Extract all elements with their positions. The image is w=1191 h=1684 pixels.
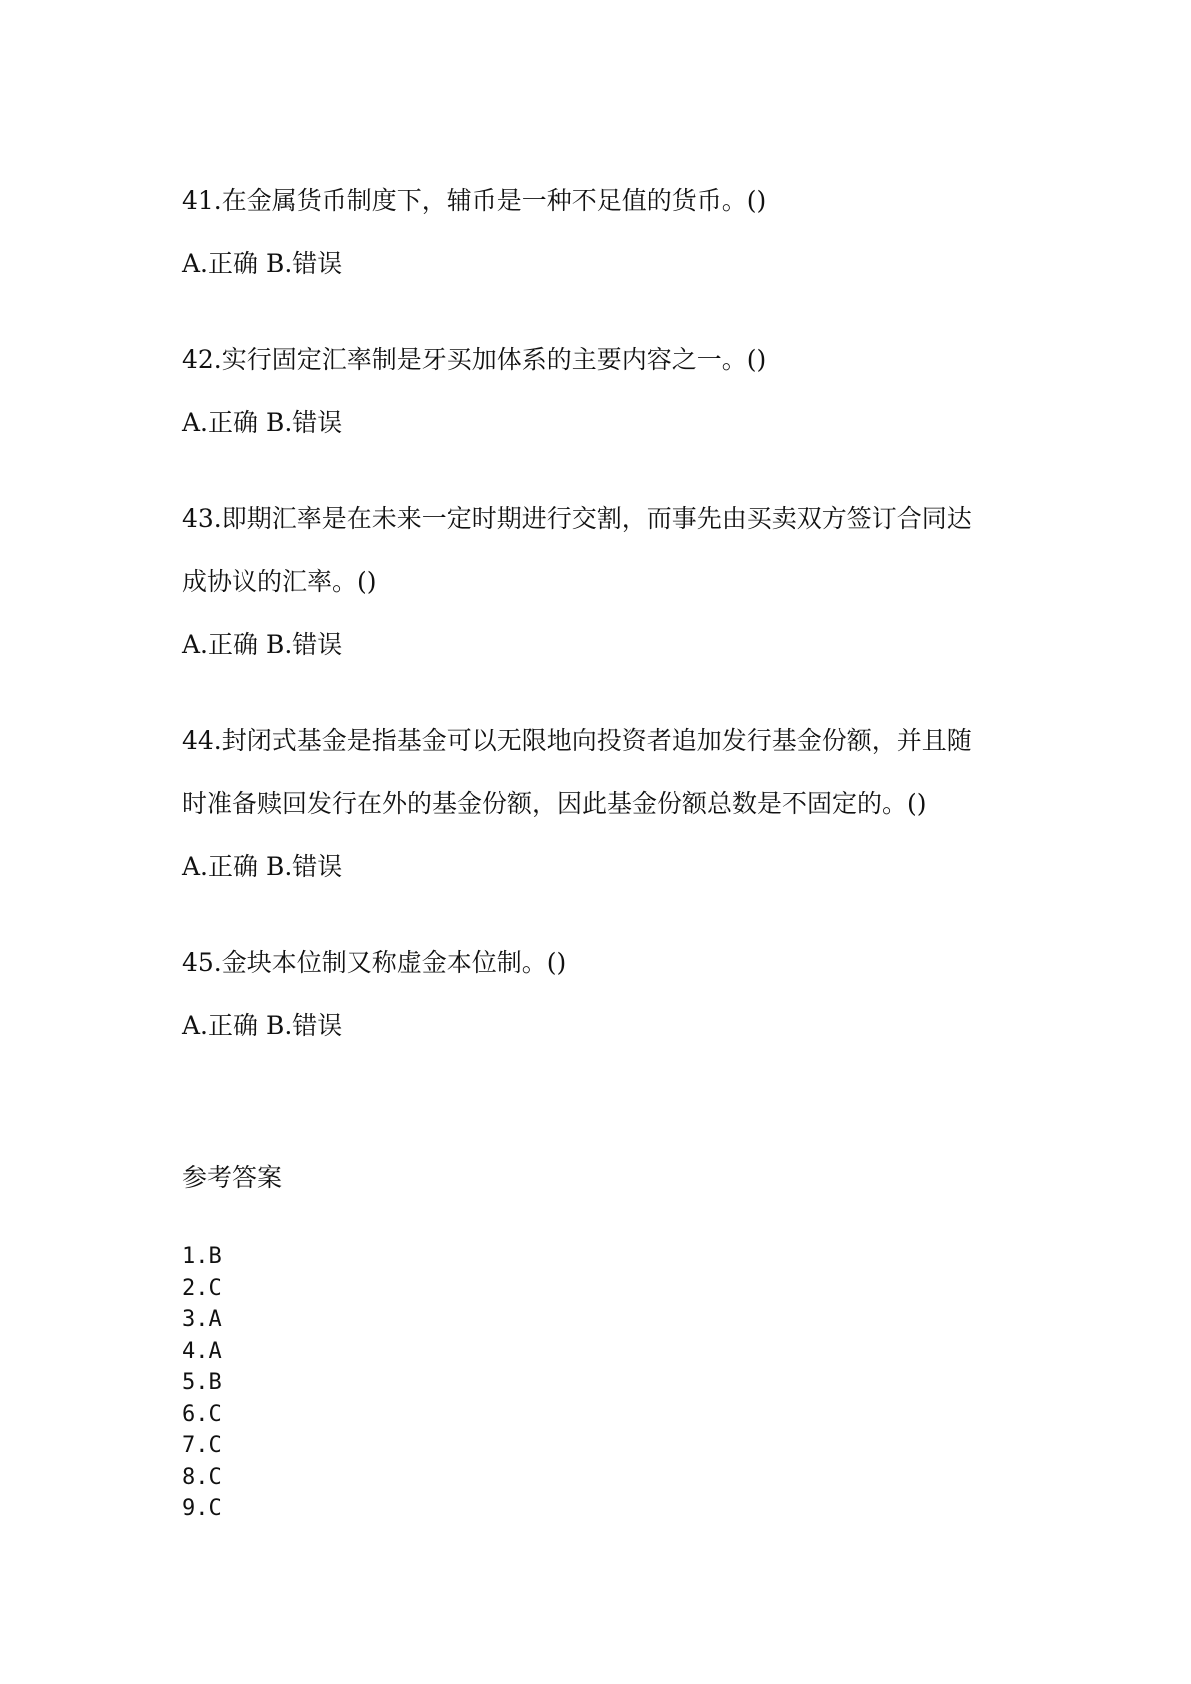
answer-item: 7.C (182, 1433, 222, 1458)
question-43-text-line-1: 43.即期汇率是在未来一定时期进行交割，而事先由买卖双方签订合同达 (182, 504, 972, 533)
answer-item: 8.C (182, 1464, 222, 1490)
question-45-options: A.正确 B.错误 (182, 1011, 343, 1040)
answer-item: 3.A (182, 1307, 222, 1332)
answers-heading: 参考答案 (182, 1163, 283, 1192)
question-42-text: 42.实行固定汇率制是牙买加体系的主要内容之一。() (182, 345, 767, 374)
question-41-options: A.正确 B.错误 (182, 249, 343, 278)
question-44-text-line-1: 44.封闭式基金是指基金可以无限地向投资者追加发行基金份额，并且随 (182, 726, 972, 755)
answer-item: 4.A (182, 1338, 222, 1364)
answer-item: 6.C (182, 1401, 222, 1427)
answer-item: 5.B (182, 1370, 222, 1395)
question-41-text: 41.在金属货币制度下，辅币是一种不足值的货币。() (182, 186, 767, 215)
question-44-text-line-2: 时准备赎回发行在外的基金份额，因此基金份额总数是不固定的。() (182, 789, 927, 818)
question-43-options: A.正确 B.错误 (182, 630, 343, 659)
answer-item: 2.C (182, 1275, 222, 1301)
answer-item: 9.C (182, 1496, 222, 1521)
question-43-text-line-2: 成协议的汇率。() (182, 567, 377, 596)
question-44-options: A.正确 B.错误 (182, 852, 343, 881)
answer-item: 1.B (182, 1244, 222, 1269)
question-42-options: A.正确 B.错误 (182, 408, 343, 437)
question-45-text: 45.金块本位制又称虚金本位制。() (182, 948, 567, 977)
answer-list (182, 1241, 222, 1525)
